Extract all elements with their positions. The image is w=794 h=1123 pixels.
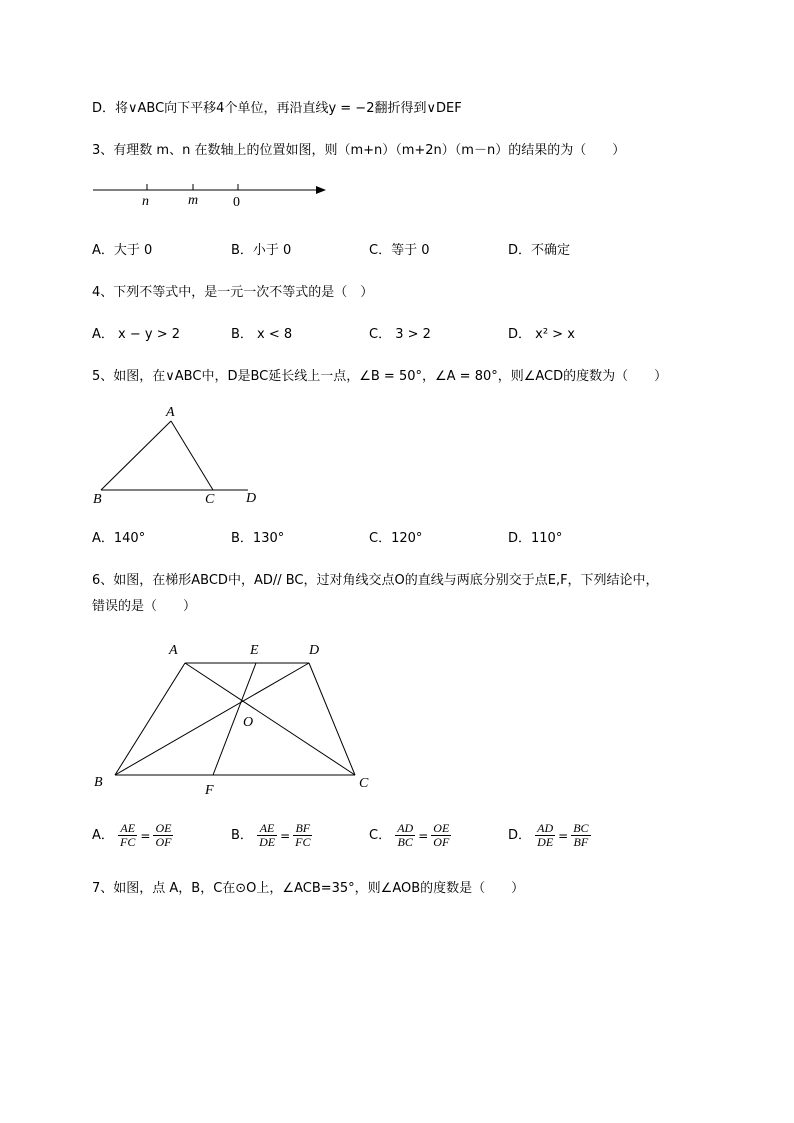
q4-stem: 4、下列不等式中，是一元一次不等式的是（ ） (92, 285, 374, 300)
trap-label-o: O (243, 715, 254, 730)
q5-option-b: B．130° (231, 531, 285, 546)
q3-option-b: B．小于 0 (231, 243, 292, 258)
side-ab (115, 663, 185, 775)
q3-stem: 3、有理数 m、n 在数轴上的位置如图，则（m+n）（m+2n）（m－n）的结果的为（ ） (92, 143, 626, 158)
numerator: AE (257, 822, 277, 836)
q6-option-d (508, 822, 591, 849)
trap-label-d: D (309, 643, 320, 658)
option-letter: C． (369, 828, 392, 843)
equals-sign: = (140, 828, 151, 843)
q5-stem: 5、如图，在∨ABC中，D是BC延长线上一点，∠B = 50°，∠A = 80°，则∠ACD的度数为（ ） (92, 369, 668, 384)
fraction-left (535, 822, 555, 849)
numerator: AD (537, 821, 554, 835)
fraction-left (118, 822, 137, 849)
label-m: m (188, 193, 199, 208)
q4-option-c: C． 3 > 2 (369, 327, 431, 342)
numerator: BC (573, 821, 589, 835)
option-letter: B． (231, 828, 253, 843)
q6-stem-line2: 错误的是（ ） (92, 599, 197, 614)
q3-option-c: C．等于 0 (369, 243, 430, 258)
fraction-right (153, 822, 173, 849)
numerator: AD (397, 821, 414, 835)
denominator: FC (120, 835, 136, 849)
q6-option-a (92, 822, 173, 849)
tri-label-d: D (246, 491, 257, 506)
option-letter: D． (508, 828, 532, 843)
q7-stem: 7、如图，点 A，B，C在⊙O上，∠ACB=35°，则∠AOB的度数是（ ） (92, 881, 525, 896)
tri-label-a: A (166, 405, 175, 420)
fraction-right (431, 822, 451, 849)
q4-option-b: B． x < 8 (231, 327, 293, 342)
trap-label-e: E (250, 643, 259, 658)
trap-label-f: F (205, 783, 214, 798)
trap-label-a: A (169, 643, 178, 658)
equals-sign: = (558, 828, 569, 843)
q3-option-d: D．不确定 (508, 243, 571, 258)
numerator: AE (118, 822, 137, 836)
q4-option-a: A． x − y > 2 (92, 327, 180, 342)
label-n: n (142, 194, 149, 209)
numerator: BF (293, 822, 312, 836)
q6-stem-line1: 6、如图，在梯形ABCD中，AD// BC，过对角线交点O的直线与两底分别交于点E,F，下列结论中， (92, 573, 659, 588)
diagonal-bd (115, 663, 309, 775)
diagonal-ac (185, 663, 355, 775)
fraction-right (293, 822, 312, 849)
denominator: BC (397, 835, 413, 849)
tri-label-c: C (205, 492, 215, 507)
equals-sign: = (280, 828, 291, 843)
q6-option-c (369, 822, 451, 849)
denominator: FC (295, 835, 311, 849)
denominator: DE (259, 835, 276, 849)
denominator: DE (537, 835, 554, 849)
option-letter: A． (92, 828, 114, 843)
fraction-left (257, 822, 277, 849)
q2-option-d: D．将∨ABC向下平移4个单位，再沿直线y = −2翻折得到∨DEF (92, 101, 462, 116)
denominator: OF (433, 835, 450, 849)
q4-option-d: D． x² > x (508, 327, 575, 342)
q5-option-c: C．120° (369, 531, 423, 546)
fraction-right (571, 822, 590, 849)
trap-label-c: C (359, 776, 369, 791)
q3-option-a: A．大于 0 (92, 243, 153, 258)
trap-label-b: B (94, 775, 103, 790)
q5-option-d: D．110° (508, 531, 563, 546)
numerator: OE (155, 821, 172, 835)
q5-option-a: A．140° (92, 531, 146, 546)
numerator: OE (433, 821, 450, 835)
side-dc (309, 663, 355, 775)
denominator: BF (573, 835, 589, 849)
label-zero: 0 (233, 195, 240, 210)
denominator: OF (155, 835, 172, 849)
fraction-left (395, 822, 415, 849)
q6-option-b (231, 822, 312, 849)
tri-label-b: B (93, 492, 102, 507)
equals-sign: = (418, 828, 429, 843)
